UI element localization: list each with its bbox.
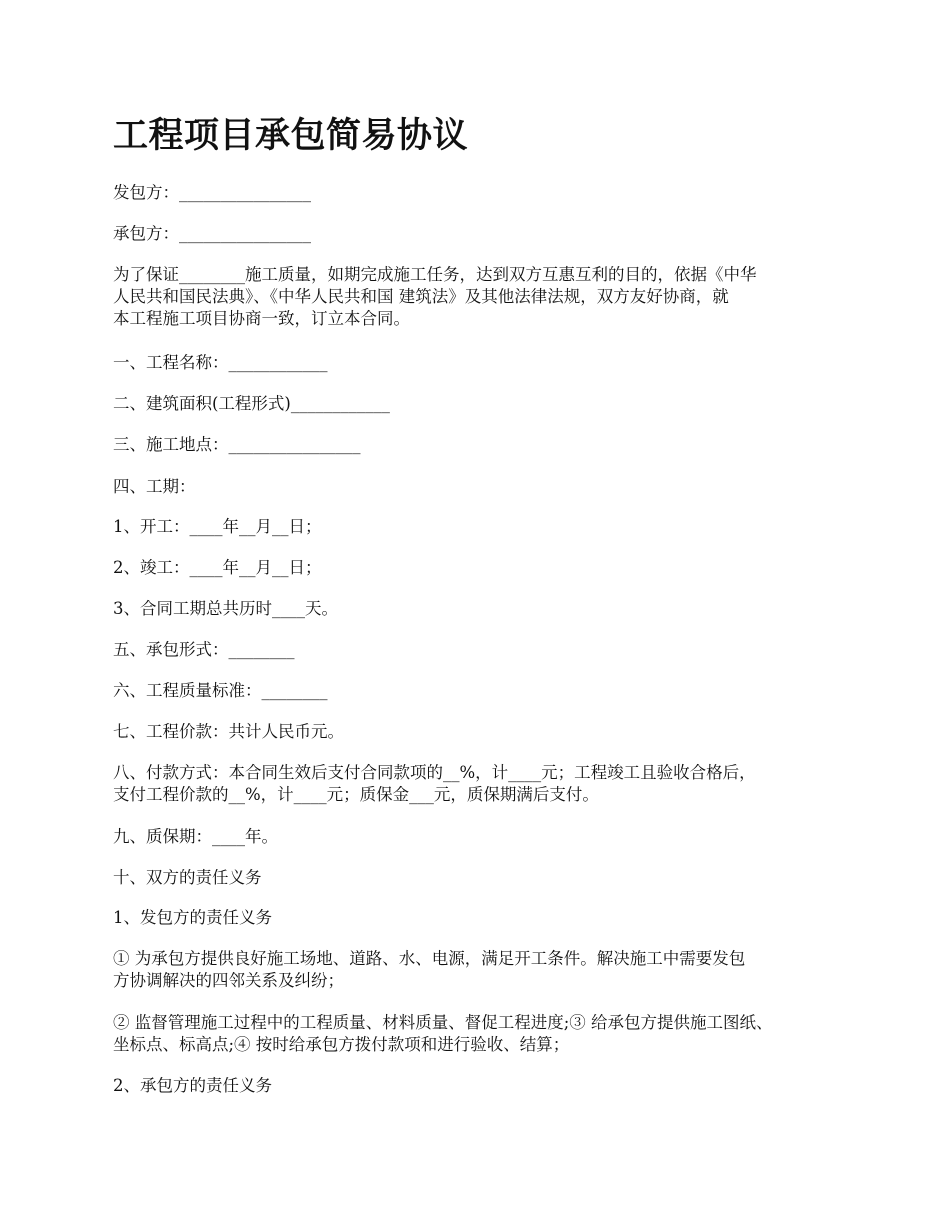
- completion-date-clause: 2、竣工：____年__月__日；: [113, 558, 322, 577]
- employer-obligations-heading: 1、发包方的责任义务: [113, 908, 272, 927]
- preamble-paragraph: [113, 264, 843, 330]
- quality-standard-clause: 六、工程质量标准：________: [113, 681, 328, 700]
- contractor-obligations-heading: 2、承包方的责任义务: [113, 1076, 272, 1095]
- schedule-heading: 四、工期：: [113, 477, 196, 496]
- employer-party-line: 发包方：________________: [113, 183, 311, 202]
- contract-price-clause: 七、工程价款：共计人民币元。: [113, 722, 344, 741]
- contract-form-clause: 五、承包形式：________: [113, 640, 295, 659]
- document-title: 工程项目承包简易协议: [113, 115, 469, 156]
- preamble-line: 本工程施工项目协商一致，订立本合同。: [113, 309, 410, 328]
- start-date-clause: 1、开工：____年__月__日；: [113, 517, 322, 536]
- obligation-line: 坐标点、标高点;④ 按时给承包方拨付款项和进行验收、结算；: [113, 1035, 570, 1054]
- employer-obligation-items-2-4: [113, 1012, 843, 1056]
- payment-method-line: 八、付款方式：本合同生效后支付合同款项的__%，计____元；工程竣工且验收合格后，: [113, 763, 756, 782]
- building-area-clause: 二、建筑面积(工程形式)____________: [113, 394, 390, 413]
- preamble-line: 为了保证________施工质量，如期完成施工任务，达到双方互惠互利的目的，依据《中华: [113, 265, 757, 284]
- duration-clause: 3、合同工期总共历时____天。: [113, 599, 338, 618]
- payment-method-paragraph: [113, 762, 843, 806]
- warranty-period-clause: 九、质保期：____年。: [113, 827, 278, 846]
- project-name-clause: 一、工程名称：____________: [113, 353, 328, 372]
- obligation-line: 方协调解决的四邻关系及纠纷；: [113, 971, 344, 990]
- obligation-line: ② 监督管理施工过程中的工程质量、材料质量、督促工程进度;③ 给承包方提供施工图纸、: [113, 1013, 773, 1032]
- obligation-line: ① 为承包方提供良好施工场地、道路、水、电源，满足开工条件。解决施工中需要发包: [113, 949, 746, 968]
- obligations-heading: 十、双方的责任义务: [113, 868, 262, 887]
- preamble-line: 人民共和国民法典》、《中华人民共和国 建筑法》及其他法律法规，双方友好协商，就: [113, 287, 729, 306]
- employer-obligation-item-1: [113, 948, 843, 992]
- payment-method-line: 支付工程价款的__%，计____元；质保金___元，质保期满后支付。: [113, 785, 599, 804]
- construction-site-clause: 三、施工地点：________________: [113, 435, 361, 454]
- contractor-party-line: 承包方：________________: [113, 224, 311, 243]
